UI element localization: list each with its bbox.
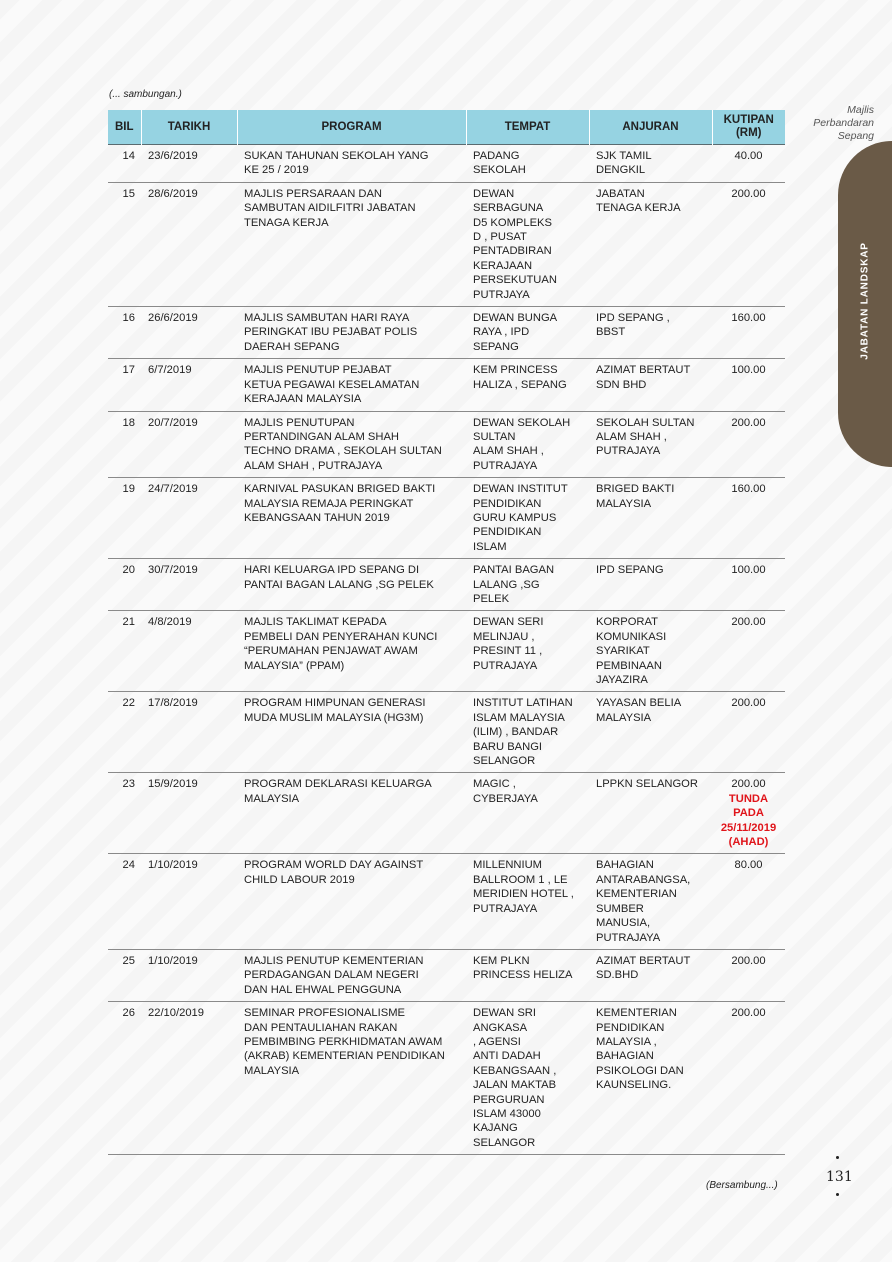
cell-anjuran [589, 1002, 712, 1155]
cell-program [237, 307, 466, 359]
table-row [108, 411, 785, 478]
kutipan-text: 160.00 [731, 483, 766, 496]
table-row [108, 854, 785, 949]
anjuran-text: BRIGED BAKTI MALAYSIA [596, 483, 675, 510]
bil-text: 16 [122, 312, 135, 325]
program-text: MAJLIS PENUTUP PEJABAT KETUA PEGAWAI KESELAMATAN KERAJAAN MALAYSIA [244, 364, 420, 406]
tempat-text: DEWAN SEKOLAH SULTAN ALAM SHAH , PUTRAJAYA [473, 416, 571, 472]
cell-anjuran [589, 611, 712, 692]
cell-kutipan [712, 307, 785, 359]
cell-tarikh [141, 559, 237, 611]
anjuran-text: BAHAGIAN ANTARABANGSA, KEMENTERIAN SUMBER MANUSIA, PUTRAJAYA [596, 859, 691, 944]
tempat-text: DEWAN SERI MELINJAU , PRESINT 11 , PUTRAJAYA [473, 616, 544, 672]
bil-text: 17 [122, 364, 135, 377]
cell-tempat [466, 359, 589, 411]
cell-kutipan [712, 692, 785, 773]
program-text: MAJLIS PERSARAAN DAN SAMBUTAN AIDILFITRI JABATAN TENAGA KERJA [244, 187, 416, 229]
table-row [108, 773, 785, 854]
cell-tarikh [141, 359, 237, 411]
cell-tempat [466, 611, 589, 692]
cell-anjuran [589, 559, 712, 611]
bil-text: 15 [122, 187, 135, 200]
cell-program [237, 359, 466, 411]
cell-anjuran [589, 478, 712, 559]
page-dot-bottom [836, 1193, 839, 1196]
anjuran-text: YAYASAN BELIA MALAYSIA [596, 697, 682, 724]
program-text: KARNIVAL PASUKAN BRIGED BAKTI MALAYSIA REMAJA PERINGKAT KEBANGSAAN TAHUN 2019 [244, 483, 436, 524]
program-text: SUKAN TAHUNAN SEKOLAH YANG KE 25 / 2019 [244, 150, 429, 177]
tarikh-text: 23/6/2019 [148, 150, 198, 162]
kutipan-text: 200.00 [731, 1007, 766, 1020]
cell-tempat [466, 854, 589, 949]
anjuran-text: IPD SEPANG [596, 564, 664, 577]
cell-tempat [466, 692, 589, 773]
cell-kutipan [712, 559, 785, 611]
cell-bil [108, 692, 141, 773]
table-row [108, 611, 785, 692]
cell-tarikh [141, 1002, 237, 1155]
tarikh-text: 30/7/2019 [148, 564, 198, 577]
cell-tarikh [141, 692, 237, 773]
page-dot-top [836, 1156, 839, 1159]
tarikh-text: 15/9/2019 [148, 778, 198, 791]
program-text: MAJLIS PENUTUP KEMENTERIAN PERDAGANGAN DALAM NEGERI DAN HAL EHWAL PENGGUNA [244, 954, 424, 996]
cell-bil [108, 611, 141, 692]
kutipan-text: 40.00 [734, 150, 763, 162]
cell-tarikh [141, 773, 237, 854]
kutipan-text: 200.00 [731, 416, 766, 429]
bil-text: 22 [122, 697, 135, 710]
col-header-bil: BIL [108, 110, 141, 145]
tempat-text: PADANG SEKOLAH [473, 150, 526, 177]
cell-kutipan [712, 145, 785, 183]
tempat-text: DEWAN SRI ANGKASA , AGENSI ANTI DADAH KEBANGSAAN , JALAN MAKTAB PERGURUAN ISLAM 43000 KAJANG SELANGOR [473, 1007, 557, 1149]
cell-bil [108, 307, 141, 359]
cell-anjuran [589, 182, 712, 306]
tarikh-text: 20/7/2019 [148, 416, 198, 429]
table-row [108, 145, 785, 183]
table-row [108, 949, 785, 1001]
table-row [108, 307, 785, 359]
bil-text: 26 [122, 1007, 135, 1020]
cell-anjuran [589, 773, 712, 854]
page-number: 131 [826, 1169, 853, 1185]
program-text: MAJLIS SAMBUTAN HARI RAYA PERINGKAT IBU PEJABAT POLIS DAERAH SEPANG [244, 312, 418, 353]
cell-tarikh [141, 478, 237, 559]
cell-bil [108, 359, 141, 411]
anjuran-text: SEKOLAH SULTAN ALAM SHAH , PUTRAJAYA [596, 416, 695, 458]
col-header-anjuran: ANJURAN [589, 110, 712, 145]
kutipan-text: 100.00 [731, 564, 766, 577]
col-header-tempat: TEMPAT [466, 110, 589, 145]
cell-tarikh [141, 182, 237, 306]
tempat-text: INSTITUT LATIHAN ISLAM MALAYSIA (ILIM) , BANDAR BARU BANGI SELANGOR [473, 697, 573, 768]
cell-kutipan [712, 478, 785, 559]
cell-anjuran [589, 307, 712, 359]
cell-program [237, 692, 466, 773]
cell-bil [108, 145, 141, 183]
tarikh-text: 1/10/2019 [148, 859, 198, 872]
bil-text: 20 [122, 564, 135, 577]
cell-tempat [466, 182, 589, 306]
section-tab [838, 141, 892, 467]
cell-bil [108, 1002, 141, 1155]
cell-program [237, 1002, 466, 1155]
cell-program [237, 182, 466, 306]
table-row [108, 478, 785, 559]
kutipan-text: 200.00 [731, 187, 766, 200]
anjuran-text: KORPORAT KOMUNIKASI SYARIKAT PEMBINAAN JAYAZIRA [596, 616, 667, 686]
col-header-kutipan: KUTIPAN (RM) [712, 110, 785, 145]
cell-anjuran [589, 411, 712, 478]
program-text: PROGRAM HIMPUNAN GENERASI MUDA MUSLIM MALAYSIA (HG3M) [244, 697, 426, 724]
cell-kutipan [712, 1002, 785, 1155]
cell-anjuran [589, 854, 712, 949]
bil-text: 21 [122, 616, 135, 629]
cell-bil [108, 773, 141, 854]
tarikh-text: 24/7/2019 [148, 483, 198, 496]
program-text: PROGRAM DEKLARASI KELUARGA MALAYSIA [244, 778, 432, 805]
cell-kutipan [712, 854, 785, 949]
cell-kutipan [712, 182, 785, 306]
program-text: HARI KELUARGA IPD SEPANG DI PANTAI BAGAN LALANG ,SG PELEK [244, 564, 434, 591]
program-text: PROGRAM WORLD DAY AGAINST CHILD LABOUR 2019 [244, 859, 424, 886]
kutipan-text: 200.00 [731, 616, 766, 629]
bil-text: 19 [122, 483, 135, 496]
cell-tempat [466, 307, 589, 359]
kutipan-text: 160.00 [731, 312, 766, 325]
tempat-text: DEWAN SERBAGUNA D5 KOMPLEKS D , PUSAT PENTADBIRAN KERAJAAN PERSEKUTUAN PUTRJAYA [473, 187, 557, 301]
tarikh-text: 28/6/2019 [148, 187, 198, 200]
cell-bil [108, 478, 141, 559]
program-table [108, 110, 785, 1155]
anjuran-text: KEMENTERIAN PENDIDIKAN MALAYSIA , BAHAGIAN PSIKOLOGI DAN KAUNSELING. [596, 1007, 684, 1092]
tarikh-text: 6/7/2019 [148, 364, 192, 377]
cell-tempat [466, 949, 589, 1001]
tarikh-text: 26/6/2019 [148, 312, 198, 325]
anjuran-text: SJK TAMIL DENGKIL [596, 150, 652, 177]
bil-text: 14 [122, 150, 135, 162]
cell-tarikh [141, 145, 237, 183]
cell-tarikh [141, 854, 237, 949]
continues-label: (Bersambung...) [706, 1180, 778, 1191]
cell-anjuran [589, 145, 712, 183]
side-title: Majlis Perbandaran Sepang [813, 104, 874, 143]
cell-program [237, 411, 466, 478]
program-text: MAJLIS PENUTUPAN PERTANDINGAN ALAM SHAH TECHNO DRAMA , SEKOLAH SULTAN ALAM SHAH , PUTRAJAYA [244, 416, 442, 472]
kutipan-text: 80.00 [734, 859, 763, 872]
tempat-text: MILLENNIUM BALLROOM 1 , LE MERIDIEN HOTEL , PUTRAJAYA [473, 859, 574, 915]
anjuran-text: JABATAN TENAGA KERJA [596, 187, 681, 215]
cell-tempat [466, 145, 589, 183]
cell-bil [108, 949, 141, 1001]
cell-anjuran [589, 949, 712, 1001]
postponed-note: TUNDA PADA 25/11/2019 (AHAD) [720, 792, 777, 849]
tarikh-text: 1/10/2019 [148, 954, 198, 967]
tarikh-text: 4/8/2019 [148, 616, 192, 629]
table-header-row [108, 110, 785, 145]
bil-text: 25 [122, 954, 135, 967]
cell-tempat [466, 773, 589, 854]
cell-tempat [466, 411, 589, 478]
cell-kutipan [712, 411, 785, 478]
table-row [108, 559, 785, 611]
table-row [108, 692, 785, 773]
cell-program [237, 854, 466, 949]
bil-text: 18 [122, 416, 135, 429]
kutipan-text: 100.00 [731, 364, 766, 377]
anjuran-text: IPD SEPANG , BBST [596, 312, 670, 339]
tempat-text: MAGIC , CYBERJAYA [473, 778, 538, 805]
cell-program [237, 145, 466, 183]
table-row [108, 182, 785, 306]
col-header-tarikh: TARIKH [141, 110, 237, 145]
continued-label: (... sambungan.) [109, 89, 182, 100]
anjuran-text: AZIMAT BERTAUT SDN BHD [596, 364, 691, 391]
anjuran-text: AZIMAT BERTAUT SD.BHD [596, 954, 691, 982]
cell-tarikh [141, 307, 237, 359]
cell-tarikh [141, 611, 237, 692]
tarikh-text: 22/10/2019 [148, 1007, 204, 1020]
table-row [108, 359, 785, 411]
cell-bil [108, 559, 141, 611]
program-text: MAJLIS TAKLIMAT KEPADA PEMBELI DAN PENYERAHAN KUNCI “PERUMAHAN PENJAWAT AWAM MALAYSIA” (PPAM) [244, 616, 438, 672]
cell-program [237, 611, 466, 692]
tempat-text: PANTAI BAGAN LALANG ,SG PELEK [473, 564, 555, 605]
cell-tarikh [141, 411, 237, 478]
cell-bil [108, 411, 141, 478]
tempat-text: DEWAN BUNGA RAYA , IPD SEPANG [473, 312, 558, 353]
cell-tarikh [141, 949, 237, 1001]
bil-text: 23 [122, 778, 135, 791]
cell-program [237, 559, 466, 611]
cell-program [237, 773, 466, 854]
cell-program [237, 478, 466, 559]
tarikh-text: 17/8/2019 [148, 697, 198, 710]
cell-anjuran [589, 359, 712, 411]
bil-text: 24 [122, 859, 135, 872]
section-tab-label: JABATAN LANDSKAP [859, 242, 871, 360]
table-body [108, 145, 785, 1155]
kutipan-text: 200.00 [731, 697, 766, 710]
tempat-text: KEM PLKN PRINCESS HELIZA [473, 954, 573, 982]
cell-tempat [466, 478, 589, 559]
cell-tempat [466, 1002, 589, 1155]
cell-kutipan [712, 359, 785, 411]
kutipan-text: 200.00 [731, 954, 766, 967]
cell-kutipan [712, 773, 785, 854]
kutipan-text: 200.00 [731, 778, 766, 791]
tempat-text: KEM PRINCESS HALIZA , SEPANG [473, 364, 567, 391]
table-row [108, 1002, 785, 1155]
col-header-program: PROGRAM [237, 110, 466, 145]
cell-bil [108, 182, 141, 306]
cell-bil [108, 854, 141, 949]
anjuran-text: LPPKN SELANGOR [596, 778, 698, 791]
cell-program [237, 949, 466, 1001]
program-text: SEMINAR PROFESIONALISME DAN PENTAULIAHAN RAKAN PEMBIMBING PERKHIDMATAN AWAM (AKRAB) KEMENTERIAN PENDIDIKAN MALAYSIA [244, 1007, 445, 1077]
cell-kutipan [712, 949, 785, 1001]
cell-anjuran [589, 692, 712, 773]
cell-tempat [466, 559, 589, 611]
cell-kutipan [712, 611, 785, 692]
tempat-text: DEWAN INSTITUT PENDIDIKAN GURU KAMPUS PENDIDIKAN ISLAM [473, 483, 568, 553]
